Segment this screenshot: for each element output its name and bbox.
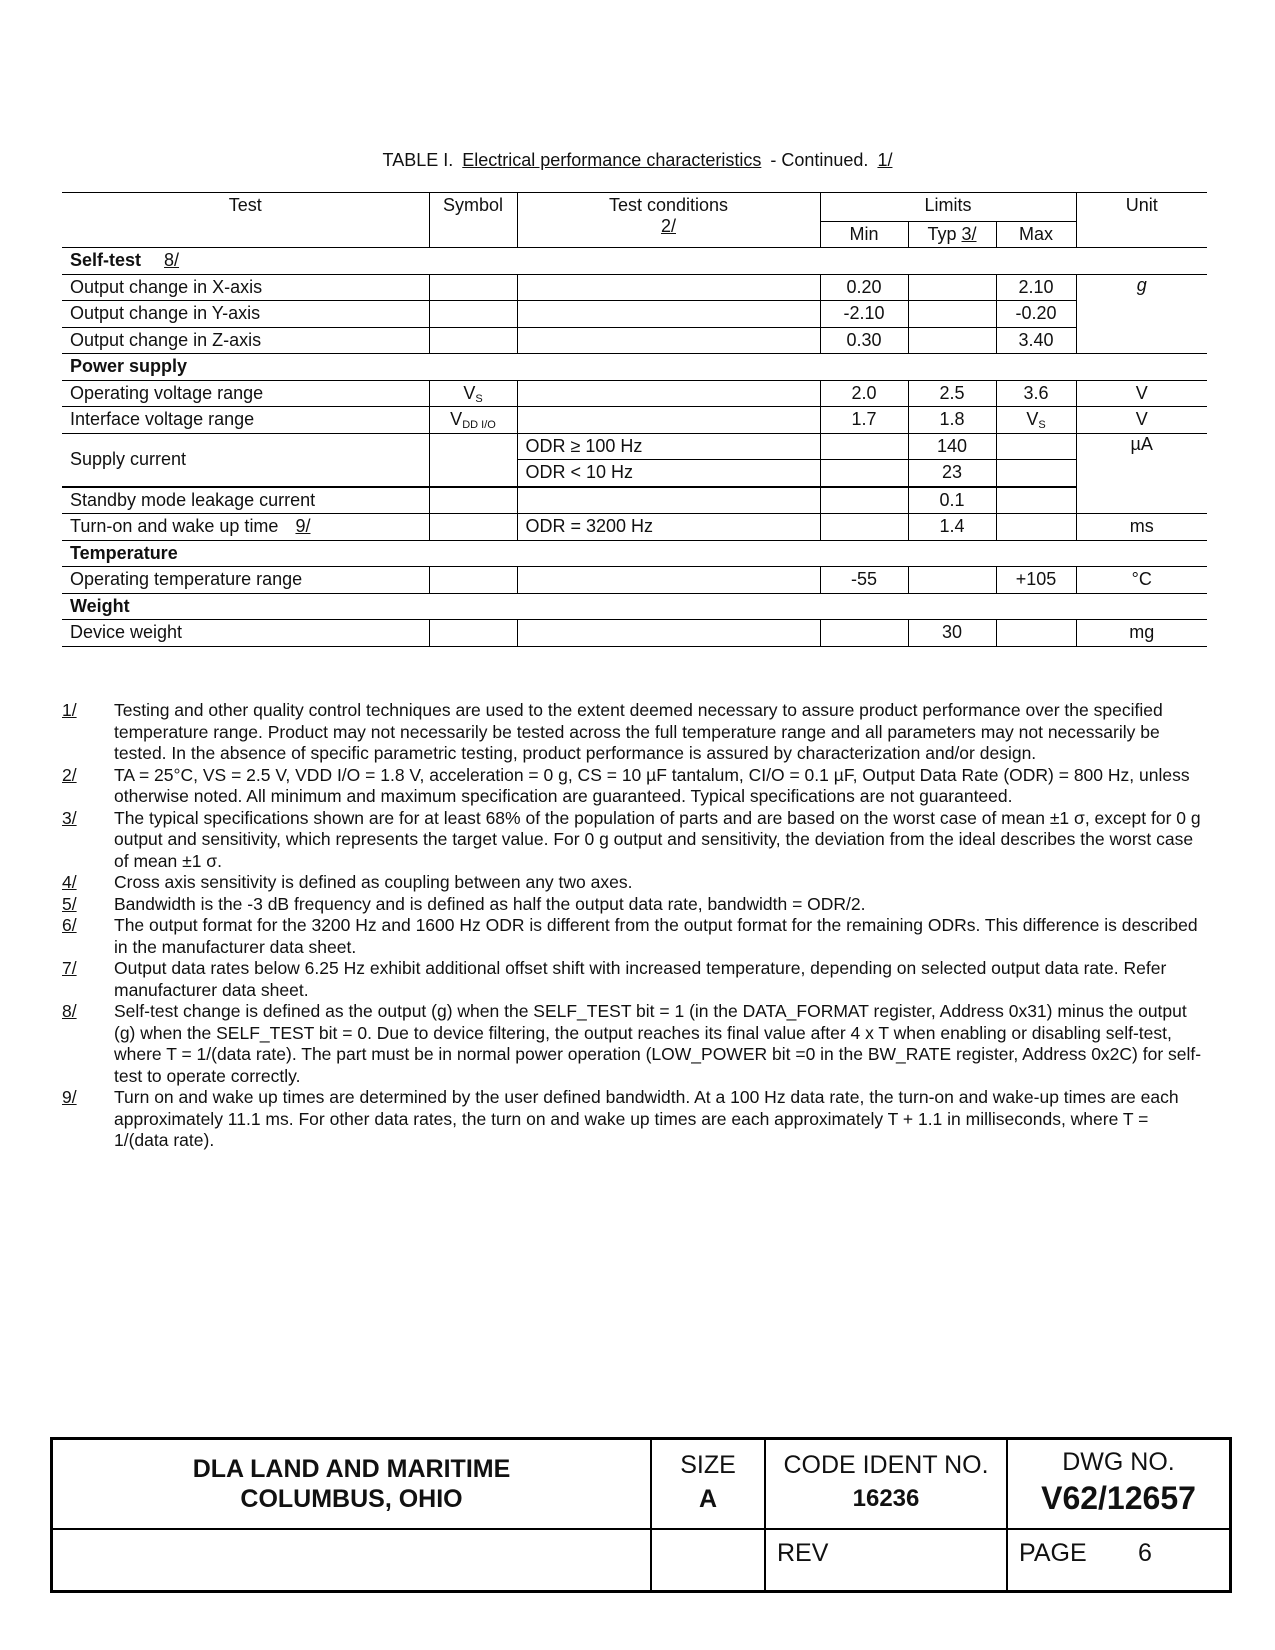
row-if-voltage-test: Interface voltage range xyxy=(62,407,429,434)
row-if-voltage-typ: 1.8 xyxy=(908,407,996,434)
table-row xyxy=(62,487,1207,514)
page-number: 6 xyxy=(1138,1539,1152,1567)
header-conditions-note: 2/ xyxy=(660,216,676,236)
row-x-axis-symbol xyxy=(429,274,517,301)
header-symbol: Symbol xyxy=(429,193,517,248)
header-conditions-label: Test conditions xyxy=(608,195,729,215)
header-test: Test xyxy=(62,193,429,248)
row-op-temp-test: Operating temperature range xyxy=(62,567,429,594)
caption-prefix: TABLE I. xyxy=(382,150,454,170)
table-row xyxy=(62,567,1207,594)
section-self-test-note: 8/ xyxy=(164,250,180,271)
header-typ-note: 3/ xyxy=(961,223,977,244)
caption-suffix: - Continued. xyxy=(770,150,869,170)
title-block xyxy=(50,1437,1232,1593)
header-unit: Unit xyxy=(1076,193,1207,248)
row-turn-on-unit: ms xyxy=(1076,514,1207,541)
header-min: Min xyxy=(820,221,908,248)
footnote: 5/ Bandwidth is the -3 dB frequency and is defined as half the output data rate, bandwidth = ODR/2. xyxy=(62,893,866,914)
table-row xyxy=(62,407,1207,434)
row-op-voltage-min: 2.0 xyxy=(820,380,908,407)
table-row xyxy=(62,620,1207,647)
row-supply-b-cond: ODR < 10 Hz xyxy=(517,460,820,487)
row-op-voltage-symbol: $V_S$ xyxy=(429,380,517,407)
row-y-axis-test: Output change in Y-axis xyxy=(62,301,429,328)
row-x-axis-typ xyxy=(908,274,996,301)
row-standby-test: Standby mode leakage current xyxy=(62,487,429,514)
table-row xyxy=(62,327,1207,354)
dwg-no-cell xyxy=(1008,1446,1229,1518)
table-row xyxy=(62,514,1207,541)
row-z-axis-max: 3.40 xyxy=(996,327,1076,354)
footnote: 7/ Output data rates below 6.25 Hz exhibit additional offset shift with increased temperature, depending on selected output data rate. Refer manufacturer data sheet. xyxy=(62,958,1167,1000)
dwg-no-label: DWG NO. xyxy=(1062,1448,1175,1476)
row-op-temp-min: -55 xyxy=(820,567,908,594)
table-row xyxy=(62,380,1207,407)
footnote: 8/ Self-test change is defined as the output (g) when the SELF_TEST bit = 1 (in the DATA_FORMAT register, Address 0x31) minus the output (g) when the SELF_TEST bit = 0. Due to device filtering, the output reaches its final value after 4 x T when enabling or disabling self-test, where T = 1/(data rate). The part must be in normal power operation (LOW_POWER bit =0 in the BW_RATE register, Address 0x2C) for self-test to operate correctly. xyxy=(62,1001,1202,1086)
caption-note-ref: 1/ xyxy=(877,150,893,170)
row-turn-on-typ: 1.4 xyxy=(908,514,996,541)
size-cell xyxy=(652,1448,764,1516)
size-label: SIZE xyxy=(680,1451,736,1479)
header-typ xyxy=(908,221,996,248)
row-x-axis-min: 0.20 xyxy=(820,274,908,301)
row-op-voltage-unit: V xyxy=(1076,380,1207,407)
table-row xyxy=(62,433,1207,460)
footnote: 1/ Testing and other quality control techniques are used to the extent deemed necessary to assure product performance over the specified temperature range. Product may not necessarily be tested across the full temperature range and all parameters may not necessarily be tested. In the absence of specific parametric testing, product performance is assured by characterization and/or design. xyxy=(62,700,1163,763)
row-y-axis-min: -2.10 xyxy=(820,301,908,328)
table-row xyxy=(62,301,1207,328)
footnote: 9/ Turn on and wake up times are determined by the user defined bandwidth. At a 100 Hz data rate, the turn-on and wake-up times are each approximately 11.1 ms. For other data rates, the turn on and wake up times are each approximately T + 1.1 in milliseconds, where T = 1/(data rate). xyxy=(62,1087,1179,1150)
row-op-temp-max: +105 xyxy=(996,567,1076,594)
footnote: 4/ Cross axis sensitivity is defined as coupling between any two axes. xyxy=(62,872,633,892)
code-ident-cell xyxy=(766,1448,1006,1516)
size-value: A xyxy=(698,1485,718,1513)
row-if-voltage-symbol: $V_{DD I/O}$ xyxy=(429,407,517,434)
row-turn-on-test: Turn-on and wake up time 9/ xyxy=(62,514,429,541)
row-supply-b-typ: 23 xyxy=(908,460,996,487)
row-device-weight-unit: mg xyxy=(1076,620,1207,647)
header-conditions xyxy=(517,193,820,248)
header-typ-label: Typ xyxy=(927,223,957,244)
row-device-weight-test: Device weight xyxy=(62,620,429,647)
row-op-voltage-max: 3.6 xyxy=(996,380,1076,407)
row-turn-on-cond: ODR = 3200 Hz xyxy=(517,514,820,541)
row-if-voltage-unit: V xyxy=(1076,407,1207,434)
row-device-weight-typ: 30 xyxy=(908,620,996,647)
row-if-voltage-min: 1.7 xyxy=(820,407,908,434)
section-power-supply: Power supply xyxy=(62,354,1207,381)
row-y-axis-max: -0.20 xyxy=(996,301,1076,328)
row-z-axis-test: Output change in Z-axis xyxy=(62,327,429,354)
footnote: 2/ TA = 25°C, VS = 2.5 V, VDD I/O = 1.8 V, acceleration = 0 g, CS = 10 µF tantalum, CI/O = 0.1 µF, Output Data Rate (ODR) = 800 Hz, unless otherwise noted. All minimum and maximum specification are guaranteed. Typical specifications are not guaranteed. xyxy=(62,764,1190,806)
row-op-voltage-test: Operating voltage range xyxy=(62,380,429,407)
row-standby-typ: 0.1 xyxy=(908,487,996,514)
row-supply-current-test: Supply current xyxy=(62,433,429,487)
section-self-test xyxy=(62,248,1207,275)
row-supply-a-typ: 140 xyxy=(908,433,996,460)
footnote: 6/ The output format for the 3200 Hz and 1600 Hz ODR is different from the output format for the remaining ODRs. This difference is described in the manufacturer data sheet. xyxy=(62,915,1198,957)
row-op-voltage-typ: 2.5 xyxy=(908,380,996,407)
page-label: PAGE xyxy=(1019,1539,1087,1567)
code-ident-value: 16236 xyxy=(852,1485,920,1512)
caption-title: Electrical performance characteristics xyxy=(462,150,762,170)
row-op-temp-unit: °C xyxy=(1076,567,1207,594)
code-ident-label: CODE IDENT NO. xyxy=(783,1451,989,1479)
row-accel-unit: g xyxy=(1076,274,1207,354)
rev-label: REV xyxy=(777,1539,829,1567)
dwg-no-value: V62/12657 xyxy=(1041,1480,1196,1516)
section-temperature: Temperature xyxy=(62,540,1207,567)
table-caption xyxy=(0,150,1275,171)
row-x-axis-test: Output change in X-axis xyxy=(62,274,429,301)
row-turn-on-note: 9/ xyxy=(295,516,311,537)
header-max: Max xyxy=(996,221,1076,248)
row-if-voltage-max: $V_S$ xyxy=(996,407,1076,434)
table-row xyxy=(62,274,1207,301)
row-x-axis-cond xyxy=(517,274,820,301)
row-z-axis-min: 0.30 xyxy=(820,327,908,354)
row-supply-a-cond: ODR ≥ 100 Hz xyxy=(517,433,820,460)
row-current-unit: µA xyxy=(1076,433,1207,514)
electrical-characteristics-table xyxy=(62,192,1207,647)
org-name: DLA LAND AND MARITIME COLUMBUS, OHIO xyxy=(192,1455,511,1513)
header-limits: Limits xyxy=(820,193,1076,222)
section-weight: Weight xyxy=(62,593,1207,620)
section-self-test-label: Self-test xyxy=(70,250,142,271)
footnote: 3/ The typical specifications shown are for at least 68% of the population of parts and are based on the worst case of mean ±1 σ, except for 0 g output and sensitivity, which represents the target value. For 0 g output and sensitivity, the deviation from the ideal describes the worst case of mean ±1 σ. xyxy=(62,807,1201,871)
footnotes xyxy=(62,700,1202,1152)
row-x-axis-max: 2.10 xyxy=(996,274,1076,301)
